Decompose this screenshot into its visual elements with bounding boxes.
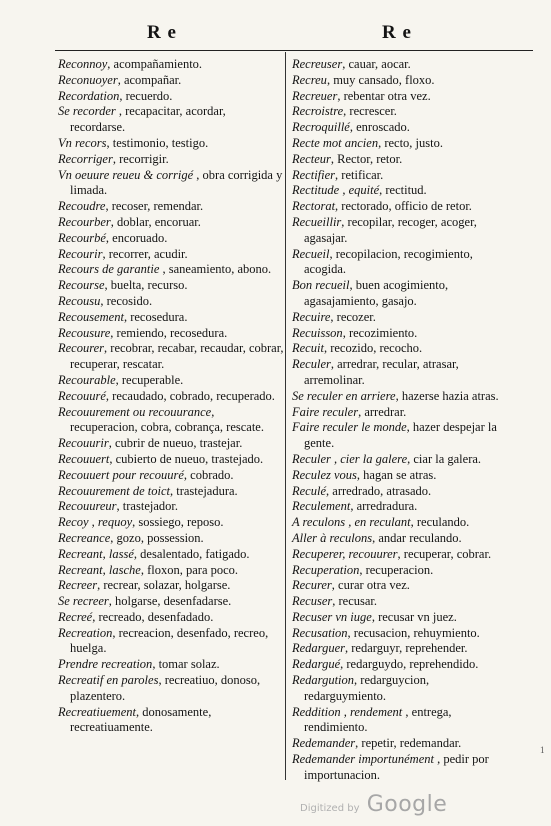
entry-definition: , hazerse hazia atras. (395, 388, 499, 403)
dictionary-entry (58, 594, 284, 610)
entry-definition: , arredradura. (350, 499, 418, 514)
entry-headword: Recourable (58, 372, 116, 387)
entry-headword: Recours de garantie (58, 262, 160, 277)
entry-definition: , trastejadura. (170, 483, 238, 498)
edge-mark: 1 (540, 745, 545, 755)
dictionary-entry (58, 547, 284, 563)
entry-headword: Se recorder (58, 104, 116, 119)
entry-headword: Reddition , rendement (292, 704, 403, 719)
watermark-prefix: Digitized by (300, 803, 360, 814)
entry-definition: , ciar la galera. (407, 451, 482, 466)
entry-definition: , recto, justo. (378, 135, 443, 150)
entry-definition: , remiendo, recosedura. (110, 325, 228, 340)
dictionary-entry (58, 705, 284, 737)
dictionary-entry (292, 247, 514, 279)
dictionary-entry (292, 152, 514, 168)
dictionary-entry (292, 705, 514, 737)
entry-headword: Recuisson (292, 325, 343, 340)
dictionary-entry (58, 610, 284, 626)
dictionary-entry (292, 215, 514, 247)
entry-headword: Recousure (58, 325, 111, 340)
dictionary-entry (292, 310, 514, 326)
entry-headword: Recreance (58, 530, 111, 545)
dictionary-entry (292, 736, 514, 752)
header-rule (55, 50, 533, 51)
entry-definition: , redarguycion, redarguymiento. (304, 673, 430, 703)
dictionary-entry (292, 183, 514, 199)
dictionary-entry (292, 168, 514, 184)
entry-definition: , saneamiento, abono. (159, 262, 272, 277)
entry-headword: Redemander (292, 736, 356, 751)
dictionary-entry (58, 468, 284, 484)
entry-definition: , retificar. (335, 167, 384, 182)
dictionary-entry (292, 499, 514, 515)
entry-definition: , holgarse, desenfadarse. (108, 594, 232, 609)
dictionary-entry (58, 563, 284, 579)
dictionary-entry (292, 531, 514, 547)
dictionary-entry (58, 294, 284, 310)
entry-headword: Faire reculer (292, 404, 359, 419)
entry-definition: , tomar solaz. (152, 657, 220, 672)
dictionary-entry (292, 357, 514, 389)
dictionary-entry (292, 73, 514, 89)
dictionary-entry (58, 104, 284, 136)
dictionary-entry (58, 452, 284, 468)
entry-definition: , recozer. (330, 309, 376, 324)
dictionary-entry (292, 278, 514, 310)
dictionary-entry (58, 57, 284, 73)
entry-headword: Recueil (292, 246, 330, 261)
entry-definition: , andar reculando. (372, 530, 462, 545)
entry-definition: , muy cansado, floxo. (326, 72, 435, 87)
dictionary-entry (292, 89, 514, 105)
dictionary-entry (292, 57, 514, 73)
entry-headword: Recreatiuement (58, 704, 136, 719)
column-divider (285, 52, 286, 780)
entry-headword: Recourir (58, 246, 103, 261)
dictionary-entry (292, 484, 514, 500)
entry-definition: , recreacion, desenfado, recreo, huelga. (70, 625, 269, 656)
entry-headword: Aller à reculons (292, 530, 373, 545)
entry-definition: , doblar, encoruar. (110, 214, 201, 229)
dictionary-entry (292, 136, 514, 152)
dictionary-entry (58, 436, 284, 452)
entry-definition: , recopilar, recoger, acoger, agasajar. (304, 214, 477, 245)
entry-headword: Recroistre (292, 104, 344, 119)
entry-headword: Vn oeuure reueu & corrigé (58, 167, 194, 182)
entry-headword: Recuit (292, 341, 324, 356)
entry-headword: Faire reculer le monde (292, 420, 407, 435)
dictionary-entry (58, 657, 284, 673)
entry-definition: , recapacitar, acordar, recordarse. (70, 104, 226, 135)
entry-headword: Rectitude , equité (292, 183, 380, 198)
entry-headword: Recurer (292, 578, 332, 593)
watermark-brand: Google (366, 792, 448, 817)
dictionary-entry (292, 515, 514, 531)
entry-definition: , donosamente, recreatiuamente. (70, 704, 212, 735)
entry-definition: , recorrer, acudir. (102, 246, 188, 261)
entry-definition: , acompañamiento. (107, 57, 203, 71)
entry-headword: Recreant, lasche (58, 562, 141, 577)
entry-definition: , recrear, solazar, holgarse. (97, 578, 231, 593)
dictionary-entry (58, 341, 284, 373)
entry-definition: , buelta, recurso. (104, 278, 188, 293)
dictionary-entry (58, 231, 284, 247)
dictionary-entry (292, 594, 514, 610)
dictionary-entry (58, 262, 284, 278)
dictionary-entry (292, 104, 514, 120)
dictionary-entry (292, 389, 514, 405)
entry-headword: Recourber (58, 214, 111, 229)
entry-headword: Prendre recreation (58, 657, 153, 672)
dictionary-entry (292, 120, 514, 136)
entry-headword: Recusation (292, 625, 348, 640)
entry-headword: Se reculer en arriere (292, 388, 396, 403)
dictionary-entry (58, 484, 284, 500)
entry-headword: Recreation (58, 625, 113, 640)
entry-definition: , pedir por importunacion. (304, 752, 489, 782)
entry-definition: , hazer despejar la gente. (304, 420, 497, 451)
entry-definition: , recuperable. (115, 372, 184, 387)
entry-definition: , redarguyr, reprehender. (345, 641, 468, 656)
entry-definition: , gozo, possession. (110, 530, 204, 545)
right-column (292, 57, 514, 784)
entry-headword: Recreé (58, 609, 93, 624)
dictionary-entry (58, 73, 284, 89)
entry-definition: , cauar, aocar. (342, 57, 411, 71)
entry-definition: , recaudado, cobrado, recuperado. (105, 388, 275, 403)
entry-headword: Reculé (292, 483, 327, 498)
dictionary-entry (292, 420, 514, 452)
entry-headword: Rectorat (292, 199, 336, 214)
entry-headword: Rectifier (292, 167, 336, 182)
dictionary-entry (58, 168, 284, 200)
dictionary-entry (58, 247, 284, 263)
entry-headword: Recreuser (292, 57, 343, 71)
dictionary-entry (292, 626, 514, 642)
dictionary-entry (58, 499, 284, 515)
entry-definition: , recuerdo. (119, 88, 173, 103)
entry-definition: , redarguydo, reprehendido. (340, 657, 479, 672)
entry-definition: , curar otra vez. (331, 578, 410, 593)
entry-headword: Redarguer (292, 641, 345, 656)
entry-headword: Recousement (58, 309, 124, 324)
running-head-left: R e (147, 22, 177, 43)
entry-definition: , cubierto de nueuo, trastejado. (109, 451, 264, 466)
dictionary-entry (58, 152, 284, 168)
entry-headword: Recreuer (292, 88, 338, 103)
entry-definition: , arredrado, atrasado. (326, 483, 432, 498)
entry-headword: Recuperer, recouurer (292, 546, 398, 561)
entry-definition: , recusar vn juez. (371, 609, 457, 624)
left-column (58, 57, 284, 736)
entry-headword: Recuire (292, 309, 331, 324)
dictionary-entry (292, 452, 514, 468)
dictionary-entry (58, 515, 284, 531)
dictionary-entry (58, 531, 284, 547)
entry-headword: Bon recueil (292, 278, 350, 293)
dictionary-entry (292, 199, 514, 215)
entry-headword: Recuser (292, 594, 333, 609)
dictionary-entry (292, 610, 514, 626)
entry-headword: Recteur (292, 151, 331, 166)
entry-headword: Recourse (58, 278, 105, 293)
dictionary-entry (292, 657, 514, 673)
entry-headword: Vn recors (58, 135, 107, 150)
entry-definition: , acompañar. (117, 72, 182, 87)
entry-definition: , arredrar. (358, 404, 407, 419)
entry-headword: Recouuré (58, 388, 106, 403)
entry-definition: , recreatiuo, donoso, plazentero. (70, 673, 261, 703)
running-head-right: R e (382, 22, 412, 43)
entry-definition: , recosedura. (123, 309, 188, 324)
entry-definition: , reculando. (410, 515, 470, 530)
dictionary-entry (292, 641, 514, 657)
entry-definition: , recosido. (100, 293, 153, 308)
dictionary-entry (58, 373, 284, 389)
dictionary-entry (58, 278, 284, 294)
entry-headword: Recreant, lassé (58, 546, 134, 561)
entry-definition: , cubrir de nueuo, trastejar. (108, 436, 243, 451)
entry-headword: Recouurir (58, 436, 109, 451)
entry-definition: , recoser, remendar. (105, 199, 204, 214)
entry-headword: Se recreer (58, 594, 109, 609)
entry-definition: , floxon, para poco. (140, 562, 239, 577)
entry-headword: Recreatif en paroles (58, 673, 159, 688)
dictionary-entry (58, 136, 284, 152)
entry-definition: , recreado, desenfadado. (92, 609, 214, 624)
entry-definition: , obra corrigida y limada. (70, 167, 283, 198)
entry-definition: , recopilacion, recogimiento, acogida. (304, 246, 473, 277)
dictionary-entry (58, 389, 284, 405)
dictionary-entry (58, 578, 284, 594)
entry-headword: Recreu (292, 72, 327, 87)
entry-definition: , recorrigir. (112, 151, 169, 166)
entry-definition: , entrega, rendimiento. (304, 704, 452, 735)
entry-definition: , trastejador. (116, 499, 178, 514)
dictionary-entry (58, 199, 284, 215)
entry-definition: , testimonio, testigo. (106, 135, 209, 150)
dictionary-entry (58, 326, 284, 342)
entry-headword: Recourbé (58, 230, 106, 245)
entry-headword: Recoudre (58, 199, 106, 214)
entry-headword: Reconnoy (58, 57, 108, 71)
dictionary-entry (292, 578, 514, 594)
entry-definition: , recozido, recocho. (323, 341, 423, 356)
dictionary-entry (292, 563, 514, 579)
entry-headword: Recreer (58, 578, 98, 593)
entry-headword: Recourer (58, 341, 105, 356)
entry-definition: , recusacion, rehuymiento. (347, 625, 480, 640)
entry-headword: A reculons , en reculant (292, 515, 411, 530)
entry-headword: Recuser vn iuge (292, 609, 372, 624)
dictionary-entry (292, 326, 514, 342)
entry-headword: Recouuert (58, 451, 110, 466)
dictionary-entry (58, 89, 284, 105)
entry-definition: , enroscado. (349, 120, 410, 135)
entry-definition: , encoruado. (105, 230, 168, 245)
entry-definition: , recusar. (332, 594, 378, 609)
dictionary-entry (58, 673, 284, 705)
entry-definition: , buen acogimiento, agasajamiento, gasajo. (304, 278, 449, 308)
dictionary-entry (292, 673, 514, 705)
entry-headword: Recouurement ou recouurance (58, 404, 212, 419)
dictionary-entry (292, 752, 514, 784)
entry-headword: Recoy , requoy (58, 515, 133, 530)
entry-headword: Recouuert pour recouuré (58, 467, 184, 482)
entry-headword: Recousu (58, 293, 101, 308)
entry-definition: , Rector, retor. (330, 151, 403, 166)
entry-headword: Reculement (292, 499, 351, 514)
entry-definition: , recuperar, cobrar. (397, 546, 492, 561)
entry-definition: , hagan se atras. (356, 467, 437, 482)
entry-headword: Redemander importunément (292, 752, 434, 767)
entry-definition: , desalentado, fatigado. (133, 546, 250, 561)
dictionary-entry (292, 468, 514, 484)
entry-definition: , recobrar, recabar, recaudar, cobrar, recuperar, rescatar. (70, 341, 284, 372)
dictionary-entry (292, 405, 514, 421)
entry-definition: , cobrado. (183, 467, 234, 482)
entry-headword: Reculez vous (292, 467, 357, 482)
entry-headword: Recouurement de toict (58, 483, 170, 498)
entry-definition: , repetir, redemandar. (355, 736, 462, 751)
entry-headword: Reculer (292, 357, 331, 372)
dictionary-entry (292, 341, 514, 357)
entry-headword: Reculer , cier la galere (292, 451, 408, 466)
entry-definition: , rectorado, officio de retor. (335, 199, 472, 214)
google-watermark (300, 792, 447, 817)
entry-definition: , recrescer. (343, 104, 397, 119)
dictionary-entry (58, 310, 284, 326)
entry-headword: Recuperation (292, 562, 360, 577)
entry-headword: Recroquillé (292, 120, 350, 135)
dictionary-entry (58, 405, 284, 437)
entry-headword: Recueillir (292, 214, 342, 229)
dictionary-entry (292, 547, 514, 563)
entry-definition: , recozimiento. (342, 325, 418, 340)
entry-headword: Reconuoyer (58, 72, 118, 87)
entry-definition: , rectitud. (379, 183, 427, 198)
entry-definition: , sossiego, reposo. (132, 515, 224, 530)
dictionary-entry (58, 215, 284, 231)
entry-definition: , recuperacion, cobra, cobrança, rescate. (70, 404, 264, 435)
entry-definition: , rebentar otra vez. (337, 88, 431, 103)
entry-headword: Redargution (292, 673, 355, 688)
entry-definition: , recuperacion. (359, 562, 434, 577)
entry-definition: , arredrar, recular, atrasar, arremolinar. (304, 357, 459, 387)
dictionary-entry (58, 626, 284, 658)
entry-headword: Recte mot ancien (292, 135, 379, 150)
entry-headword: Redargué (292, 657, 341, 672)
entry-headword: Recorriger (58, 151, 113, 166)
entry-headword: Recouureur (58, 499, 117, 514)
entry-headword: Recordation (58, 88, 120, 103)
